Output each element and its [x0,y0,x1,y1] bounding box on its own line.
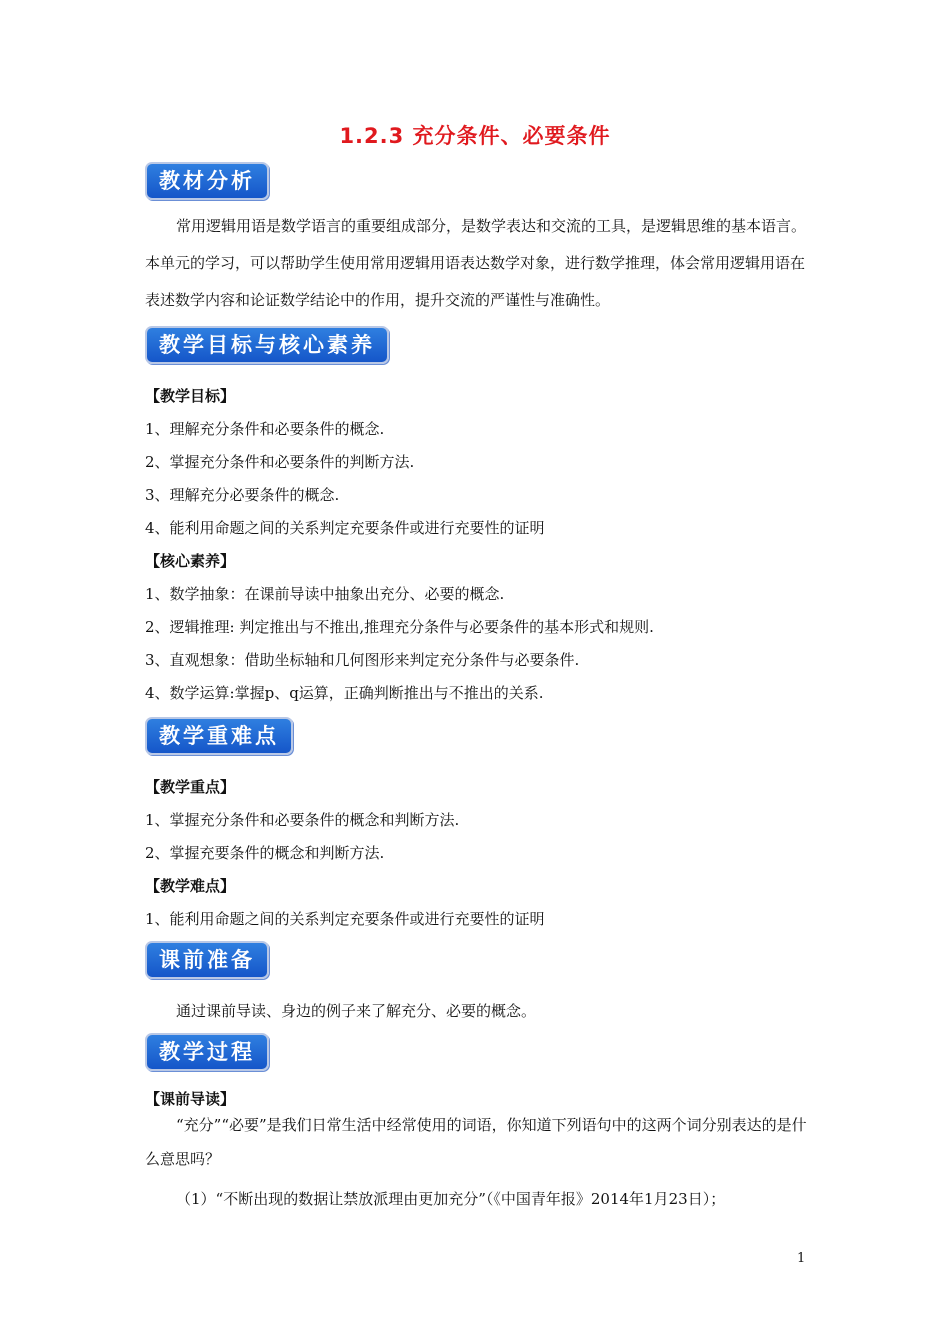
literacy-item: 1、数学抽象：在课前导读中抽象出充分、必要的概念. [145,585,505,603]
objectives-heading: 【教学目标】 [145,387,236,405]
key-heading: 【教学重点】 [145,778,236,796]
literacy-heading: 【核心素养】 [145,552,236,570]
banner-preparation: 课前准备 [145,941,269,979]
objective-item: 3、理解充分必要条件的概念. [145,486,340,504]
banner-goals: 教学目标与核心素养 [145,326,389,364]
banner-keypoints: 教学重难点 [145,717,293,755]
reading-heading: 【课前导读】 [145,1090,236,1108]
literacy-item: 2、逻辑推理: 判定推出与不推出,推理充分条件与必要条件的基本形式和规则. [145,618,654,636]
objective-item: 4、能利用命题之间的关系判定充要条件或进行充要性的证明 [145,519,545,537]
literacy-item: 4、数学运算:掌握p、q运算，正确判断推出与不推出的关系. [145,684,544,702]
analysis-paragraph: 常用逻辑用语是数学语言的重要组成部分，是数学表达和交流的工具，是逻辑思维的基本语言。本单元的学习，可以帮助学生使用常用逻辑用语表达数学对象，进行数学推理，体会常用逻辑用语在表述数学内容和论证数学结论中的作用，提升交流的严谨性与准确性。 [145,217,807,309]
banner-analysis: 教材分析 [145,162,269,200]
page-title: 1.2.3 充分条件、必要条件 [339,124,611,148]
key-item: 2、掌握充要条件的概念和判断方法. [145,844,385,862]
literacy-item: 3、直观想象：借助坐标轴和几何图形来判定充分条件与必要条件. [145,651,580,669]
process-item-1: （1）“不断出现的数据让禁放派理由更加充分”（《中国青年报》2014年1月23日）； [176,1190,726,1208]
objective-item: 1、理解充分条件和必要条件的概念. [145,420,385,438]
difficult-heading: 【教学难点】 [145,877,236,895]
key-item: 1、掌握充分条件和必要条件的概念和判断方法. [145,811,460,829]
page-number: 1 [797,1251,806,1266]
process-paragraph: “充分”“必要”是我们日常生活中经常使用的词语，你知道下列语句中的这两个词分别表达的是什么意思吗？ [145,1116,807,1168]
preparation-text: 通过课前导读、身边的例子来了解充分、必要的概念。 [176,1002,537,1020]
banner-process: 教学过程 [145,1033,269,1071]
objective-item: 2、掌握充分条件和必要条件的判断方法. [145,453,415,471]
difficult-item: 1、能利用命题之间的关系判定充要条件或进行充要性的证明 [145,910,545,928]
